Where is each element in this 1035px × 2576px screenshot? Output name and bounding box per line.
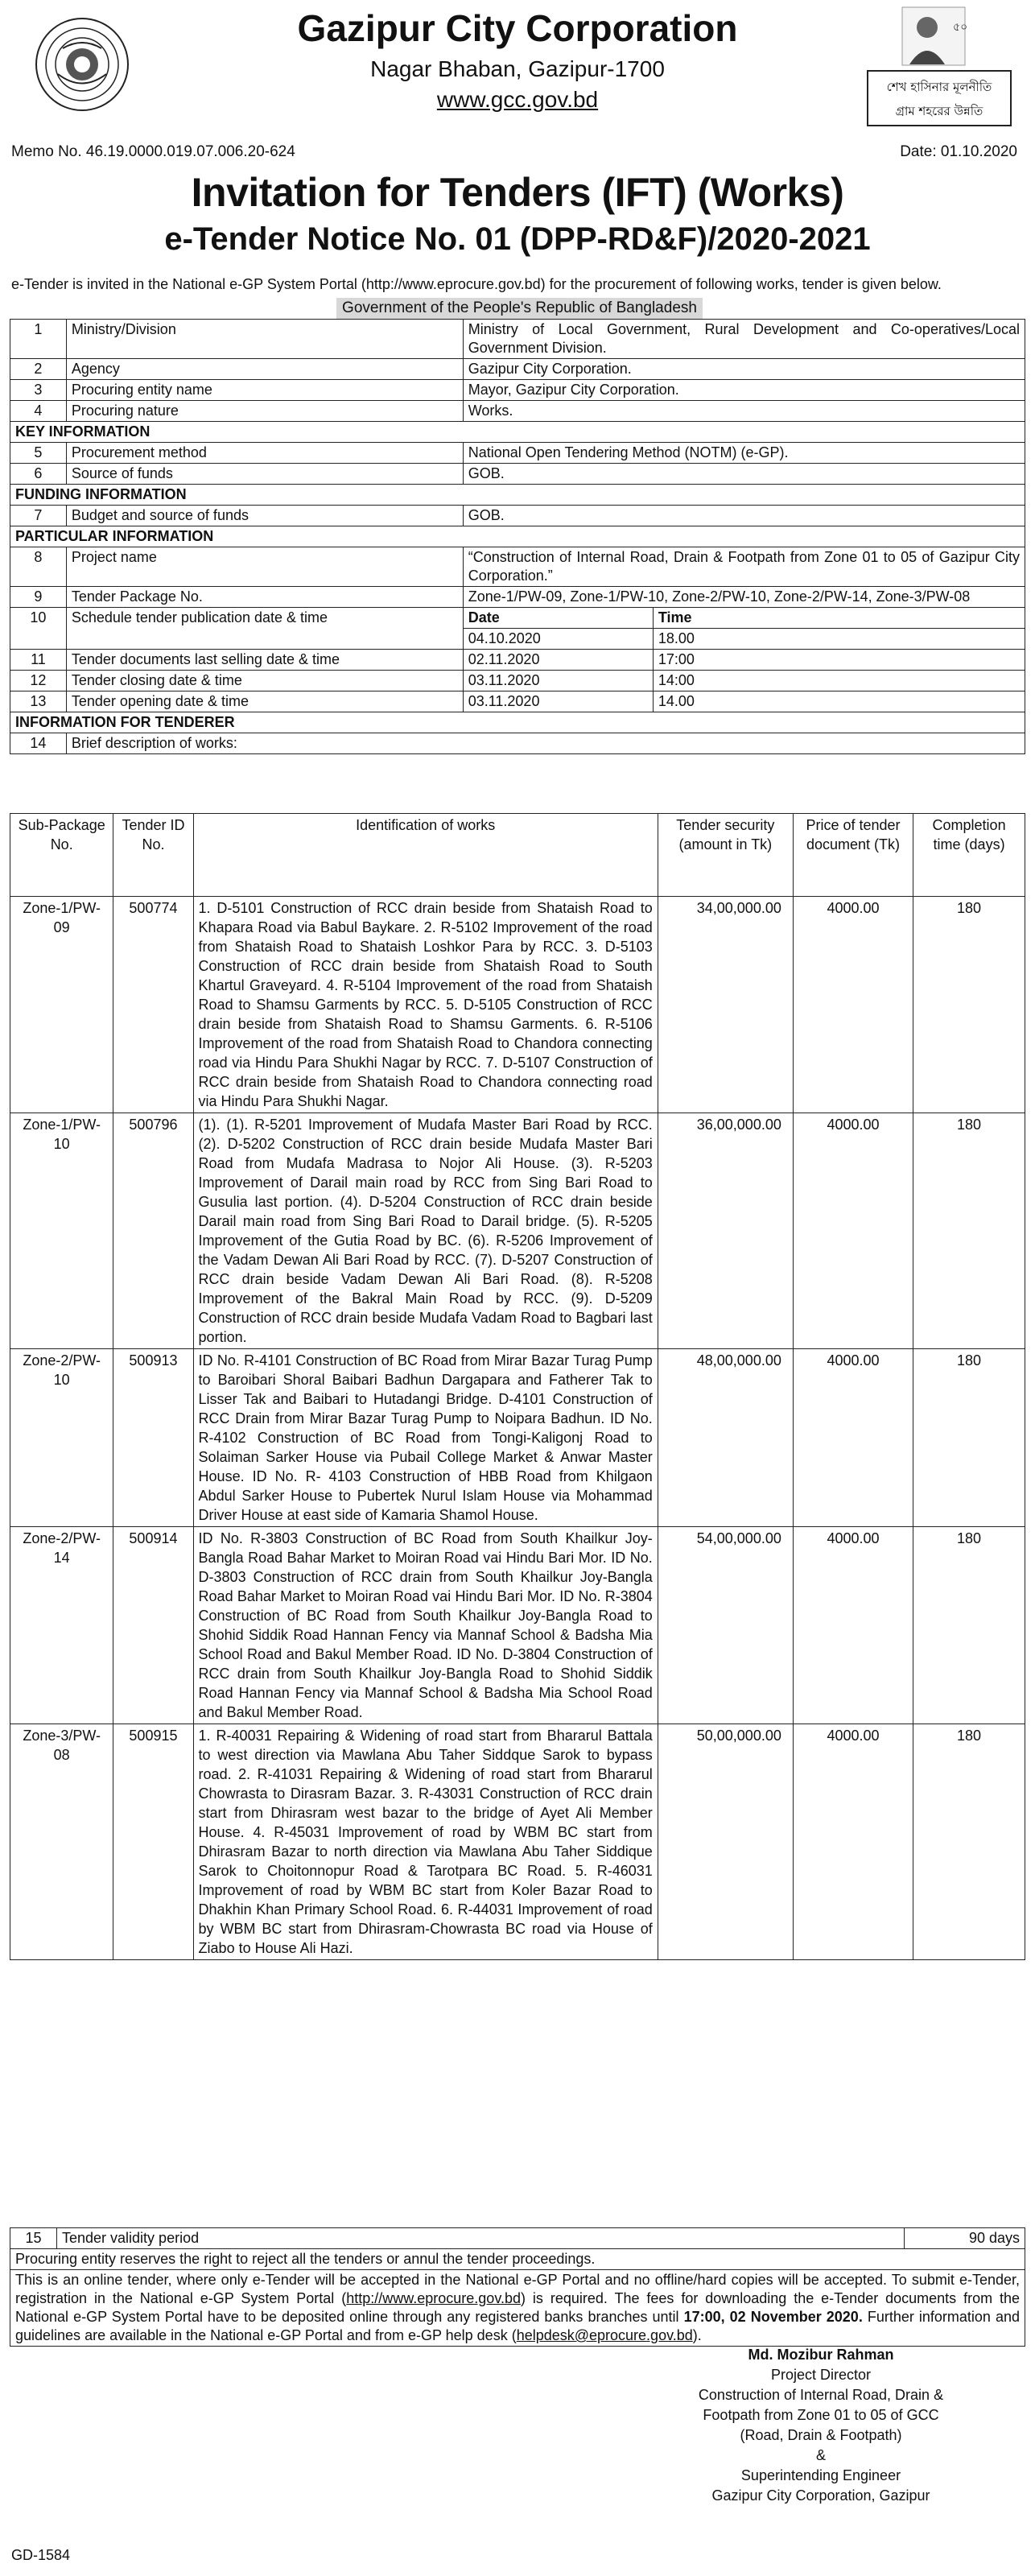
row-value: Mayor, Gazipur City Corporation. [463, 380, 1025, 401]
signatory-title-2: Superintending Engineer [740, 2467, 901, 2483]
completion-days-cell: 180 [913, 1527, 1025, 1724]
header-tender-id: Tender ID No. [113, 814, 193, 897]
sub-package-cell: Zone-1/PW-10 [10, 1113, 113, 1349]
row-label: Tender closing date & time [66, 671, 463, 691]
gd-number: GD-1584 [11, 2547, 71, 2563]
row-value: Gazipur City Corporation. [463, 359, 1025, 380]
tender-security-cell: 48,00,000.00 [658, 1349, 793, 1527]
memo-number: Memo No. 46.19.0000.019.07.006.20-624 [11, 143, 295, 160]
tender-security-cell: 36,00,000.00 [658, 1113, 793, 1349]
row-label: Source of funds [66, 464, 463, 485]
notice-date: Date: 01.10.2020 [900, 143, 1017, 160]
row-label: Procurement method [66, 443, 463, 464]
header-price: Price of tender document (Tk) [793, 814, 913, 897]
info-row [10, 650, 1025, 671]
online-text-b: ) is required. The fees for downloading the e-Tender documents from the National e-GP System Portal have to be deposited online through any registered banks branches until [15, 2290, 1021, 2325]
row-number: 13 [10, 691, 67, 712]
rights-row [10, 2249, 1025, 2270]
row-value: “Construction of Internal Road, Drain & Footpath from Zone 01 to 05 of Gazipur City Corporation.” [463, 547, 1025, 587]
info-row [10, 733, 1025, 754]
row-label: Tender validity period [57, 2228, 905, 2249]
sub-package-cell: Zone-3/PW-08 [10, 1724, 113, 1960]
online-text-a: This is an online tender, where only e-Tender will be accepted in the National e-GP Portal and no offline/hard copies will be accepted. To submit e-Tender, registration in the National e-GP System Portal ( [15, 2272, 1020, 2306]
document-price-cell: 4000.00 [793, 1527, 913, 1724]
row-number: 6 [10, 464, 67, 485]
section-header [10, 485, 1025, 506]
table-row [10, 1349, 1025, 1527]
notice-subtitle: e-Tender Notice No. 01 (DPP-RD&F)/2020-2021 [164, 221, 871, 257]
signature-block [628, 2345, 1014, 2506]
header-identification: Identification of works [193, 814, 658, 897]
validity-value: 90 days [905, 2228, 1025, 2249]
portrait-logo-icon [901, 6, 966, 66]
completion-days-cell: 180 [913, 1724, 1025, 1960]
row-label: Project name [66, 547, 463, 587]
svg-text:৫০: ৫০ [953, 21, 968, 34]
completion-days-cell: 180 [913, 1349, 1025, 1527]
section-title: FUNDING INFORMATION [10, 485, 1025, 506]
table-row [10, 1527, 1025, 1724]
section-title: PARTICULAR INFORMATION [10, 526, 1025, 547]
row-number: 1 [10, 320, 67, 359]
header-completion: Completion time (days) [913, 814, 1025, 897]
info-row [10, 608, 1025, 629]
completion-days-cell: 180 [913, 897, 1025, 1113]
organization-website-link[interactable]: www.gcc.gov.bd [436, 87, 599, 112]
eprocure-link[interactable]: http://www.eprocure.gov.bd [346, 2290, 522, 2306]
section-header [10, 422, 1025, 443]
section-title: INFORMATION FOR TENDERER [10, 712, 1025, 733]
tender-id-cell: 500915 [113, 1724, 193, 1960]
tender-info-table [10, 319, 1025, 754]
rights-text: Procuring entity reserves the right to reject all the tenders or annul the tender proceedings. [10, 2249, 1025, 2270]
row-value: Zone-1/PW-09, Zone-1/PW-10, Zone-2/PW-10, Zone-2/PW-14, Zone-3/PW-08 [463, 587, 1025, 608]
row-time: 17:00 [653, 650, 1025, 671]
row-date: 03.11.2020 [463, 691, 653, 712]
row-time: 14.00 [653, 691, 1025, 712]
signatory-project-line: Construction of Internal Road, Drain & [698, 2387, 944, 2403]
row-value: GOB. [463, 464, 1025, 485]
document-price-cell: 4000.00 [793, 1724, 913, 1960]
row-number: 4 [10, 401, 67, 422]
row-label: Agency [66, 359, 463, 380]
info-row [10, 547, 1025, 587]
row-label: Ministry/Division [66, 320, 463, 359]
info-row [10, 506, 1025, 526]
slogan-box [867, 70, 1012, 126]
info-row [10, 359, 1025, 380]
row-time: 18.00 [653, 629, 1025, 650]
tender-id-cell: 500796 [113, 1113, 193, 1349]
tender-security-cell: 50,00,000.00 [658, 1724, 793, 1960]
row-value: GOB. [463, 506, 1025, 526]
completion-days-cell: 180 [913, 1113, 1025, 1349]
tender-id-cell: 500913 [113, 1349, 193, 1527]
works-description-cell: 1. R-40031 Repairing & Widening of road start from Bhararul Battala to west direction via Mawlana Abu Taher Siddque Sarok to bypass road. 2. R-41031 Repairing & Widening of road start from Bhararul Chowrasta to Dirasram Bazar. 3. R-43031 Construction of RCC drain start from Dhirasram west bazar to the bridge of Ayet Ali Member House. 4. R-45031 Improvement of road by WBM BC start from Dhirasram Bazar to north direction via Mawlana Abu Taher Siddique Sarok to Choitonnopur Road & Tarotpara BC Road. 5. R-46031 Improvement of road by WBM BC start from Koler Bazar Road to Dhakhin Khan Primary School Road. 6. R-44031 Improvement of road by WBM BC start from Dhirasram-Chowrasta BC road via House of Ziabo to House Ali Hazi. [193, 1724, 658, 1960]
table-row [10, 897, 1025, 1113]
row-label: Tender opening date & time [66, 691, 463, 712]
row-label: Tender documents last selling date & time [66, 650, 463, 671]
info-row [10, 401, 1025, 422]
row-number: 7 [10, 506, 67, 526]
row-value: Works. [463, 401, 1025, 422]
online-row [10, 2270, 1025, 2347]
online-tender-paragraph [10, 2270, 1025, 2347]
row-label: Schedule tender publication date & time [66, 608, 463, 650]
document-price-cell: 4000.00 [793, 897, 913, 1113]
tender-id-cell: 500774 [113, 897, 193, 1113]
organization-name: Gazipur City Corporation [297, 7, 738, 49]
row-number: 14 [10, 733, 67, 754]
row-number: 9 [10, 587, 67, 608]
signatory-office: Gazipur City Corporation, Gazipur [711, 2487, 930, 2504]
row-date: 02.11.2020 [463, 650, 653, 671]
online-text-d: ). [692, 2327, 702, 2343]
helpdesk-email-link[interactable]: helpdesk@eprocure.gov.bd [516, 2327, 693, 2343]
works-description-cell: ID No. R-3803 Construction of BC Road from South Khailkur Joy-Bangla Road Bahar Market to Moiran Road vai Hindu Bari Mor. ID No. D-3803 Construction of RCC drain from South Khailkur Joy-Bangla Road Bahar Market to Moiran Road vai Hindu Bari Mor. ID No. R-3804 Construction of BC Road from South Khailkur Joy-Bangla Road to Shohid Siddik Road Hannan Fency via Mannaf School & Badsha Mia School Road and Bakul Member Road. ID No. D-3804 Construction of RCC drain from South Khailkur Joy-Bangla Road to Shohid Siddik Road Hannan Fency via Mannaf School & Badsha Mia School Road and Bakul Member Road. [193, 1527, 658, 1724]
row-number: 15 [10, 2228, 57, 2249]
organization-address: Nagar Bhaban, Gazipur-1700 [370, 56, 665, 81]
row-number: 12 [10, 671, 67, 691]
row-date: 04.10.2020 [463, 629, 653, 650]
signatory-name: Md. Mozibur Rahman [748, 2347, 894, 2363]
signatory-project-line: Footpath from Zone 01 to 05 of GCC [703, 2407, 939, 2423]
row-value: National Open Tendering Method (NOTM) (e-GP). [463, 443, 1025, 464]
sub-package-cell: Zone-1/PW-09 [10, 897, 113, 1113]
date-column-header: Date [463, 608, 653, 629]
signatory-project-line: (Road, Drain & Footpath) [740, 2427, 902, 2443]
row-value: Ministry of Local Government, Rural Development and Co-operatives/Local Government Division. [463, 320, 1025, 359]
table-row [10, 1113, 1025, 1349]
info-row [10, 671, 1025, 691]
slogan-line-1: শেখ হাসিনার মূলনীতি [886, 80, 992, 94]
time-column-header: Time [653, 608, 1025, 629]
info-row [10, 691, 1025, 712]
signatory-title: Project Director [770, 2367, 872, 2383]
tender-security-cell: 34,00,000.00 [658, 897, 793, 1113]
submission-deadline: 17:00, 02 November 2020. [683, 2309, 863, 2325]
sub-package-cell: Zone-2/PW-14 [10, 1527, 113, 1724]
row-time: 14:00 [653, 671, 1025, 691]
row-label: Procuring entity name [66, 380, 463, 401]
section-header [10, 526, 1025, 547]
info-row [10, 380, 1025, 401]
table-row [10, 1724, 1025, 1960]
row-number: 5 [10, 443, 67, 464]
row-number: 11 [10, 650, 67, 671]
works-header-row [10, 814, 1025, 897]
works-description-cell: 1. D-5101 Construction of RCC drain beside from Shataish Road to Khapara Road via Babul Baykare. 2. R-5102 Improvement of the road from Shataish Road to Shataish Loshkor Para by RCC. 3. D-5103 Construction of RCC drain beside from Shataish Road to South Khartul Graveyard. 4. R-5104 Improvement of the road from Shataish Road to Shamsu Garments by RCC. 5. D-5105 Construction of RCC drain beside from Shataish Road to Shamsu Garments. 6. R-5106 Improvement of the road from Shataish Road to Chandora connecting road via Hindu Para Shukhi Nagar by RCC. 7. D-5107 Construction of RCC drain beside from Shataish Road to Chandora connecting road via Hindu Para Shukhi Nagar. [193, 897, 658, 1113]
row-number: 10 [10, 608, 67, 650]
row-label: Procuring nature [66, 401, 463, 422]
row-date: 03.11.2020 [463, 671, 653, 691]
row-number: 3 [10, 380, 67, 401]
row-label: Tender Package No. [66, 587, 463, 608]
works-table [10, 813, 1025, 1960]
header-sub-package: Sub-Package No. [10, 814, 113, 897]
section-title: KEY INFORMATION [10, 422, 1025, 443]
row-number: 8 [10, 547, 67, 587]
row-label: Brief description of works: [66, 733, 1025, 754]
footer-table [10, 2227, 1025, 2347]
page-title: Invitation for Tenders (IFT) (Works) [191, 170, 844, 215]
government-banner: Government of the People's Republic of Bangladesh [336, 298, 703, 319]
signatory-ampersand: & [815, 2447, 826, 2463]
info-row [10, 464, 1025, 485]
document-price-cell: 4000.00 [793, 1113, 913, 1349]
letterhead [0, 0, 1035, 133]
row-label: Budget and source of funds [66, 506, 463, 526]
slogan-line-2: গ্রাম শহরের উন্নতি [895, 104, 983, 118]
tender-security-cell: 54,00,000.00 [658, 1527, 793, 1724]
online-text-c: Further information and guidelines are available in the National e-GP Portal and from e-GP help desk ( [15, 2309, 1021, 2343]
info-row [10, 587, 1025, 608]
validity-row [10, 2228, 1025, 2249]
section-header [10, 712, 1025, 733]
intro-text: e-Tender is invited in the National e-GP System Portal (http://www.eprocure.gov.bd) for the procurement of following works, tender is given below. [11, 276, 942, 292]
header-security: Tender security (amount in Tk) [658, 814, 793, 897]
tender-id-cell: 500914 [113, 1527, 193, 1724]
info-row [10, 443, 1025, 464]
works-description-cell: ID No. R-4101 Construction of BC Road from Mirar Bazar Turag Pump to Baroibari Shoral Baibari Badhun Dargapara and Fatherer Tak to Lisser Tak and Baibari to Hutadangi Bridge. D-4101 Construction of RCC Drain from Mirar Bazar Turag Pump to Noipara Badhun. ID No. R-4102 Construction of BC Road from Tongi-Kaligonj Road to Solaiman Sarker House via Pubail College Market & Anwar Master House. ID No. R- 4103 Construction of HBB Road from Khilgaon Abdul Sarker House to Pubertek Nurul Islam House via Mohammad Driver House at east side of Kamaria Shamol House. [193, 1349, 658, 1527]
works-description-cell: (1). (1). R-5201 Improvement of Mudafa Master Bari Road by RCC. (2). D-5202 Construction of RCC drain beside Mudafa Master Bari Road from Mudafa Madrasa to Nojor Ali House. (3). R-5203 Improvement of Darail main road by RCC from Sing Bari Road to Gusulia last portion. (4). D-5204 Construction of RCC drain beside Darail main road from Sing Bari Road to Darail bridge. (5). R-5205 Improvement of the Gutia Road by BC. (6). R-5206 Improvement of the Vadam Dewan Ali Bari Road by RCC. (7). D-5207 Construction of RCC drain beside Vadam Dewan Ali Bari Road. (8). R-5208 Improvement of the Bakral Main Road by RCC. (9). D-5209 Construction of RCC drain beside Mudafa Vadam Road to Bagbari last portion. [193, 1113, 658, 1349]
document-price-cell: 4000.00 [793, 1349, 913, 1527]
info-row [10, 320, 1025, 359]
row-number: 2 [10, 359, 67, 380]
sub-package-cell: Zone-2/PW-10 [10, 1349, 113, 1527]
